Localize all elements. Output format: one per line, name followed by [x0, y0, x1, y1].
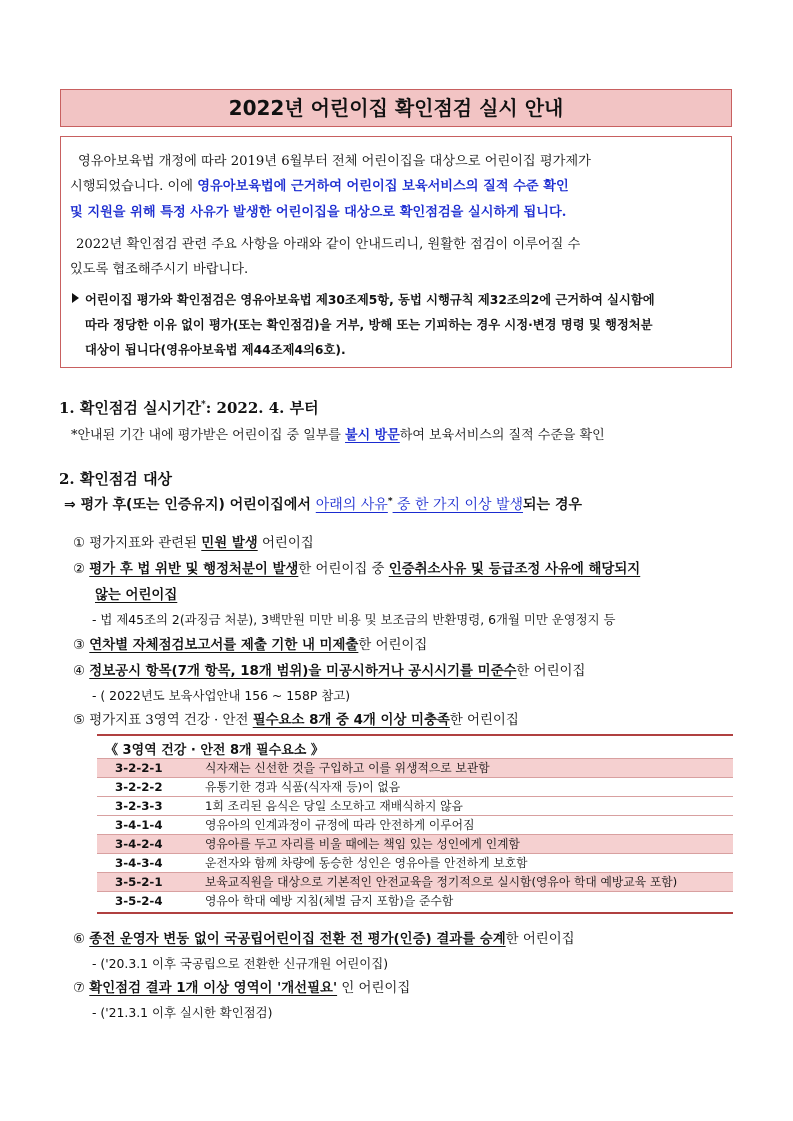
item-subnote: - ('21.3.1 이후 실시한 확인점검): [92, 1005, 273, 1020]
item-emphasis: 정보공시 항목(7개 항목, 18개 범위)을 미공시하거나 공시시기를 미준수: [89, 664, 517, 679]
list-item: [73, 660, 585, 679]
item-number: ⑦: [73, 981, 86, 996]
intro-text: [70, 175, 569, 199]
target-condition: [64, 494, 582, 514]
intro-emphasis: 및 지원을 위해 특정 사유가 발생한 어린이집을 대상으로 확인점검을 실시하게 됩니다.: [70, 205, 567, 220]
condition-text: 되는 경우: [523, 497, 582, 513]
note-text: 하여 보육서비스의 질적 수준을 확인: [399, 428, 605, 443]
item-number: ⑤: [73, 713, 86, 728]
intro-text: 있도록 협조해주시기 바랍니다.: [70, 262, 249, 277]
element-description: 유통기한 경과 식품(식자재 등)이 없음: [205, 780, 401, 794]
list-item: [73, 709, 519, 728]
element-code: 3-4-2-4: [115, 837, 163, 851]
element-code: 3-2-3-3: [115, 799, 163, 813]
element-code: 3-2-2-1: [115, 761, 163, 775]
item-subnote: - ('20.3.1 이후 국공립으로 전환한 신규개원 어린이집): [92, 956, 389, 971]
page-title: 2022년 어린이집 확인점검 실시 안내: [60, 89, 732, 127]
intro-text: 영유아보육법 개정에 따라 2019년 6월부터 전체 어린이집을 대상으로 어린이집 평가제가: [78, 154, 591, 169]
condition-emphasis: 중 한 가지 이상 발생: [392, 497, 524, 513]
table-bottom-border: [97, 912, 733, 914]
item-text: 평가지표 3영역 건강 · 안전: [85, 713, 253, 728]
list-item: [73, 634, 427, 653]
list-item: [73, 558, 640, 577]
intro-emphasis: 영유아보육법에 근거하여 어린이집 보육서비스의 질적 수준 확인: [197, 179, 569, 194]
item-emphasis: 민원 발생: [201, 536, 258, 551]
element-description: 식자재는 신선한 것을 구입하고 이를 위생적으로 보관함: [205, 761, 490, 775]
item-emphasis: 종전 운영자 변동 없이 국공립어린이집 전환 전 평가(인증) 결과를 승계: [89, 932, 506, 947]
list-item: [73, 532, 314, 551]
item-emphasis: 연차별 자체점검보고서를 제출 기한 내 미제출: [89, 638, 359, 653]
item-text: 한 어린이집: [505, 932, 575, 947]
intro-text-plain: 시행되었습니다. 이에: [70, 179, 198, 194]
item-text: 한 어린이집 중: [298, 562, 389, 577]
item-subnote: - 법 제45조의 2(과징금 처분), 3백만원 미만 비용 및 보조금의 반환명령, 6개월 미만 운영정지 등: [92, 612, 616, 627]
table-header: 《 3영역 건강 · 안전 8개 필수요소 》: [105, 743, 324, 758]
element-description: 운전자와 함께 차량에 동승한 성인은 영유아를 안전하게 보호함: [205, 856, 528, 870]
element-code: 3-4-1-4: [115, 818, 163, 832]
table-row: [97, 853, 733, 872]
element-description: 영유아의 인계과정이 규정에 따라 안전하게 이루어짐: [205, 818, 475, 832]
table-row: [97, 815, 733, 834]
table-row: [97, 872, 733, 891]
notice-bullet: [72, 289, 655, 312]
item-emphasis: 인증취소사유 및 등급조정 사유에 해당되지: [388, 562, 641, 577]
item-text: 한 어린이집: [358, 638, 428, 653]
list-item: [73, 977, 410, 996]
table-row: [97, 796, 733, 815]
table-top-border: [97, 734, 733, 736]
element-code: 3-5-2-4: [115, 894, 163, 908]
item-text: 한 어린이집: [516, 664, 586, 679]
table-row: [97, 834, 733, 853]
period-note: [71, 424, 605, 443]
element-description: 보육교직원을 대상으로 기본적인 안전교육을 정기적으로 실시함(영유아 학대 예방교육 포함): [205, 875, 678, 889]
list-item: [73, 928, 575, 947]
table-row: [97, 758, 733, 777]
item-number: ③: [73, 638, 86, 653]
item-number: ②: [73, 562, 86, 577]
notice-text: 어린이집 평가와 확인점검은 영유아보육법 제30조제5항, 동법 시행규칙 제32조의2에 근거하여 실시함에: [85, 293, 655, 307]
table-row: [97, 777, 733, 796]
condition-emphasis: 아래의 사유: [315, 497, 388, 513]
element-code: 3-5-2-1: [115, 875, 163, 889]
intro-text: 2022년 확인점검 관련 주요 사항을 아래와 같이 안내드리니, 원활한 점검이 이루어질 수: [76, 237, 581, 252]
table-row: [97, 891, 733, 910]
footnote-mark: *: [387, 496, 393, 507]
section-heading-period: [59, 397, 319, 418]
element-description: 영유아 학대 예방 지침(체벌 금지 포함)을 준수함: [205, 894, 454, 908]
element-code: 3-4-3-4: [115, 856, 163, 870]
item-text: 어린이집: [257, 536, 314, 551]
item-number: ①: [73, 536, 86, 551]
item-emphasis: 평가 후 법 위반 및 행정처분이 발생: [89, 562, 299, 577]
notice-text: 대상이 됩니다(영유아보육법 제44조제4의6호).: [85, 343, 346, 357]
item-subnote: - ( 2022년도 보육사업안내 156 ~ 158P 참고): [92, 688, 351, 703]
item-text: 인 어린이집: [337, 981, 411, 996]
footnote-mark: *: [201, 400, 206, 410]
heading-text: 1. 확인점검 실시기간: [59, 399, 202, 417]
element-description: 영유아를 두고 자리를 비울 때에는 책임 있는 성인에게 인계함: [205, 837, 520, 851]
item-number: ⑥: [73, 932, 86, 947]
item-text: 한 어린이집: [449, 713, 519, 728]
item-text: 평가지표와 관련된: [85, 536, 202, 551]
element-code: 3-2-2-2: [115, 780, 163, 794]
item-emphasis: 않는 어린이집: [95, 588, 178, 603]
element-description: 1회 조리된 음식은 당일 소모하고 재배식하지 않음: [205, 799, 463, 813]
section-heading-target: 2. 확인점검 대상: [59, 470, 173, 488]
note-text: *안내된 기간 내에 평가받은 어린이집 중 일부를: [71, 428, 346, 443]
notice-text: 따라 정당한 이유 없이 평가(또는 확인점검)을 거부, 방해 또는 기피하는 경우 시정·변경 명령 및 행정처분: [85, 318, 653, 332]
triangle-bullet-icon: [72, 293, 79, 303]
item-emphasis: 확인점검 결과 1개 이상 영역이 '개선필요': [89, 981, 338, 996]
heading-text: : 2022. 4. 부터: [205, 399, 319, 417]
condition-text: ⇒ 평가 후(또는 인증유지) 어린이집에서: [64, 497, 316, 513]
item-emphasis: 필수요소 8개 중 4개 이상 미충족: [252, 713, 450, 728]
note-emphasis: 불시 방문: [345, 428, 400, 443]
item-number: ④: [73, 664, 86, 679]
